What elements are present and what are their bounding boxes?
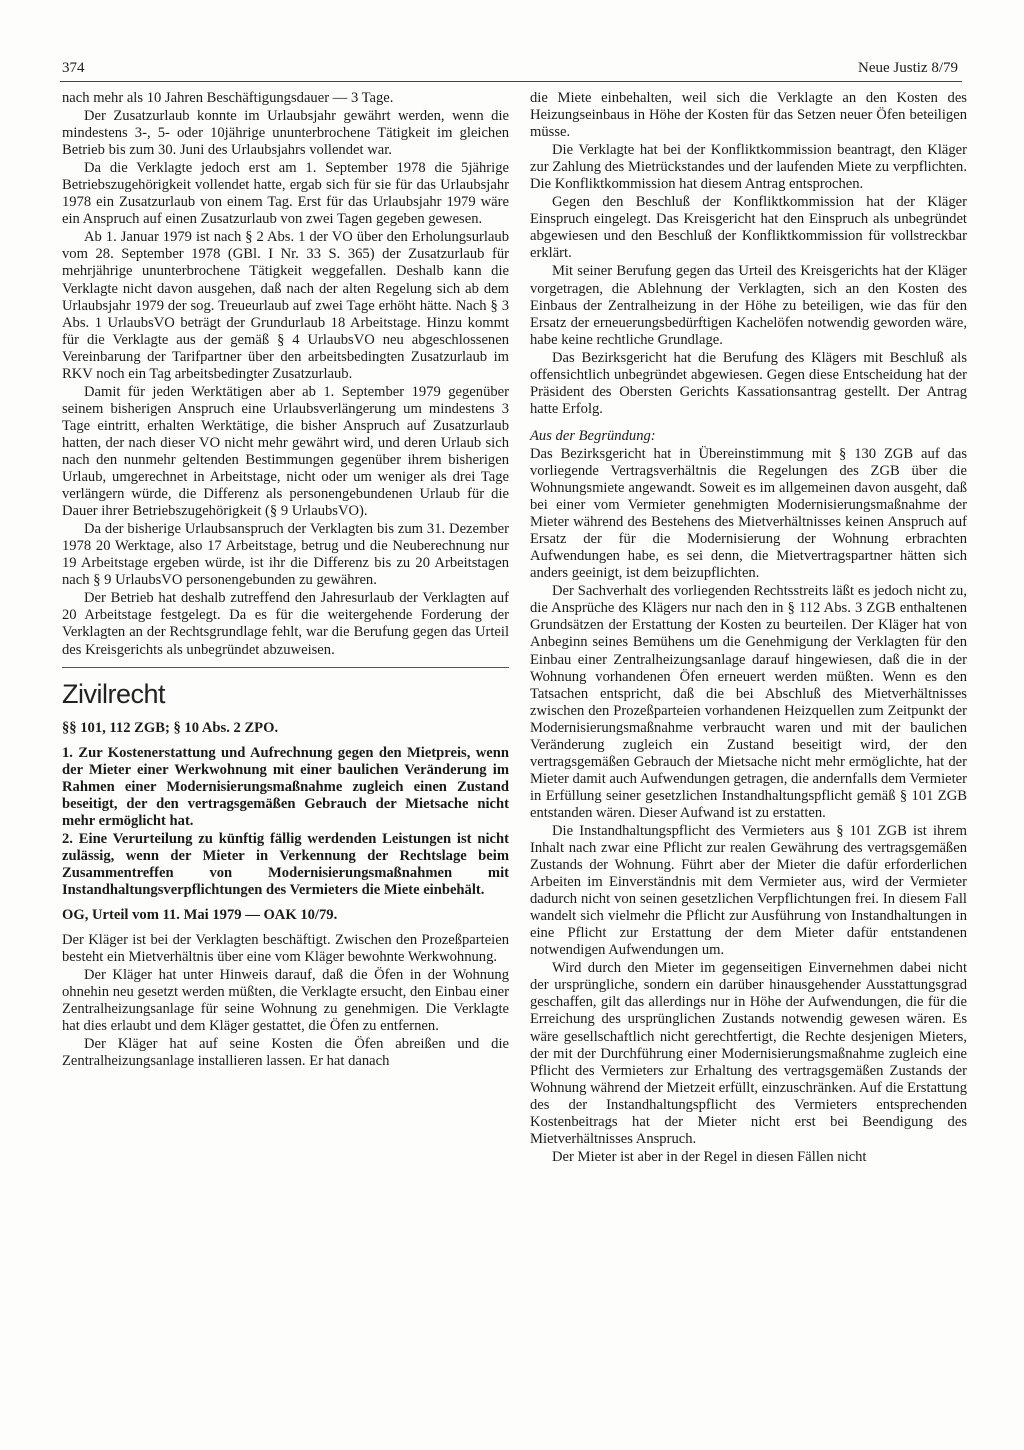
paragraph: die Miete einbehalten, weil sich die Verklagte an den Kosten des Heizungseinbaus in Höhe der Kosten für das Setzen neuer Öfen beteiligen müsse. xyxy=(530,90,967,141)
paragraph: Wird durch den Mieter im gegenseitigen Einvernehmen dabei nicht der ursprüngliche, sondern ein darüber hinausgehender Ausstattungsgrad geschaffen, gilt das allerdings nur in Höhe der Aufwendungen, die für die Erreichung des ursprünglichen Zustands notwendig gewesen wären. Es wäre gesellschaftlich nicht gerechtfertigt, die Rechte desjenigen Mieters, der mit der Durchführung einer Modernisierungsmaßnahme zugleich eine Pflicht des Vermieters zur Erhaltung des vertragsgemäßen Zustands der Wohnung während der Mietzeit erfüllt, einzuschränken. Auf die Erstattung des der Instandhaltungspflicht des Vermieters entsprechenden Kostenbeitrags hat der Mieter nicht erst bei Beendigung des Mietverhältnisses Anspruch. xyxy=(530,960,967,1147)
paragraph: Da die Verklagte jedoch erst am 1. September 1978 die 5jährige Betriebszugehörigkeit vollendet hatte, ergab sich für sie für das Urlaubsjahr 1978 ein Zusatzurlaub von einem Tag. Erst für das Urlaubsjahr 1979 wäre ein Anspruch auf einen Zusatzurlaub von zwei Tagen gegeben gewesen. xyxy=(62,160,509,228)
paragraph: nach mehr als 10 Jahren Beschäftigungsdauer — 3 Tage. xyxy=(62,90,394,106)
page-number: 374 xyxy=(62,60,85,76)
paragraph: Der Zusatzurlaub konnte im Urlaubsjahr gewährt werden, wenn die mindestens 3-, 5- oder 10jährige ununterbrochene Tätigkeit im gleichen Betrieb bis zum 30. Juni des Urlaubsjahrs vollendet war. xyxy=(62,108,509,159)
paragraph: Da der bisherige Urlaubsanspruch der Verklagten bis zum 31. Dezember 1978 20 Werktage, also 17 Arbeitstage, betrug und die Neuberechnung nur 19 Arbeitstage ergeben würde, ist ihr die Differenz bis zu 20 Arbeitstagen nach § 9 UrlaubsVO personengebunden zu gewähren. xyxy=(62,521,509,589)
paragraph: Der Sachverhalt des vorliegenden Rechtsstreits läßt es jedoch nicht zu, die Ansprüche des Klägers nur nach den in § 112 Abs. 3 ZGB enthaltenen Grundsätzen der Erstattung der Kosten zu beurteilen. Der Kläger hat von Anbeginn seines Bemühens um die Genehmigung der Verklagten für den Einbau einer Zentralheizungsanlage darauf hingewiesen, daß die in der Wohnung vorhandenen Öfen erneuert werden müßten. Wenn es den Tatsachen entspricht, daß die bei Abschluß des Mietverhältnisses zwischen den Prozeßparteien vorhandenen Heizquellen zum Zeitpunkt der Modernisierungsmaßnahme verbraucht waren und mit der baulichen Veränderung zugleich ein Zustand beseitigt wird, der den vertragsgemäßen Gebrauch der Mietsache nicht mehr ermöglichte, hat der Mieter damit auch Aufwendungen getragen, die andernfalls dem Vermieter in Erfüllung seiner gesetzlichen Instandhaltungspflicht gemäß § 101 ZGB entstanden wären. Dieser Aufwand ist zu erstatten. xyxy=(530,583,967,821)
paragraph: Das Bezirksgericht hat die Berufung des Klägers mit Beschluß als offensichtlich unbegründet abgewiesen. Gegen diese Entscheidung hat der Präsident des Obersten Gerichts Kassationsantrag gestellt. Der Antrag hatte Erfolg. xyxy=(530,349,967,417)
section-title: Zivilrecht xyxy=(62,678,166,709)
paragraph: Ab 1. Januar 1979 ist nach § 2 Abs. 1 der VO über den Erholungsurlaub vom 28. September 1978 (GBl. I Nr. 33 S. 365) der Zusatzurlaub für mehrjährige ununterbrochene Tätigkeit weggefallen. Deshalb kann die Verklagte nicht davon ausgehen, daß nach der alten Regelung sich ab dem Urlaubsjahr 1979 der sog. Treueurlaub auf zwei Tage erhöht hätte. Nach § 3 Abs. 1 UrlaubsVO beträgt der Grundurlaub 18 Arbeitstage. Hinzu kommt für die Verklagte aus der gemäß § 4 UrlaubsVO neu abgeschlossenen Vereinbarung der Tarifpartner über den arbeitsbedingten Zusatzurlaub im RKV noch ein Tag arbeitsbedingter Zusatzurlaub. xyxy=(62,229,509,382)
paragraph: Das Bezirksgericht hat in Übereinstimmung mit § 130 ZGB auf das vorliegende Vertragsverhältnis die Regelungen des ZGB über die Wohnungsmiete angewandt. Soweit es im allgemeinen davon ausgeht, daß bei einer vom Vermieter genehmigten Modernisierungsmaßnahme der Mieter während des Bestehens des Mietverhältnisses keinen Anspruch auf Ersatz der für die Modernisierung der Wohnung erbrachten Aufwendungen habe, es sei denn, die Mietvertragspartner hätten sich anders geeinigt, ist dem beizupflichten. xyxy=(530,445,967,582)
headnote-1: 1. Zur Kostenerstattung und Aufrechnung gegen den Mietpreis, wenn der Mieter einer Werkwohnung mit einer baulichen Veränderung im Rahmen einer Modernisierungsmaßnahme zugleich einen Zustand beseitigt, der den vertragsgemäßen Gebrauch der Mietsache nicht mehr ermöglicht hat. xyxy=(62,744,509,829)
right-column xyxy=(530,90,967,1166)
paragraph: Mit seiner Berufung gegen das Urteil des Kreisgerichts hat der Kläger vorgetragen, die Ablehnung der Verklagten, sich an den Kosten des Einbaus der Zentralheizung in der Höhe zu beteiligen, wie das für den Ersatz der erneuerungsbedürftigen Kachelöfen notwendig geworden wäre, habe keine rechtliche Grundlage. xyxy=(530,263,967,348)
paragraph: Die Instandhaltungspflicht des Vermieters aus § 101 ZGB ist ihrem Inhalt nach zwar eine Pflicht zur realen Gewährung des vertragsgemäßen Zustands der Wohnung. Führt aber der Mieter die dafür erforderlichen Arbeiten im Einverständnis mit dem Vermieter aus, wird der Vermieter dadurch nicht von seinen gesetzlichen Verpflichtungen frei. In diesem Fall wandelt sich vielmehr die Pflicht zur Ausführung von Instandhaltungen in eine Pflicht zur Erstattung der dem Mieter dafür entstandenen notwendigen Aufwendungen um. xyxy=(530,822,967,959)
paragraph: Der Kläger hat unter Hinweis darauf, daß die Öfen in der Wohnung ohnehin neu gesetzt werden müßten, die Verklagte ersucht, den Einbau einer Zentralheizungsanlage für seine Wohnung zu genehmigen. Die Verklagte hat dies erlaubt und dem Kläger gestattet, die Öfen zu entfernen. xyxy=(62,967,509,1035)
court-citation: OG, Urteil vom 11. Mai 1979 — OAK 10/79. xyxy=(62,907,338,924)
journal-issue: Neue Justiz 8/79 xyxy=(858,60,958,76)
paragraph: Der Kläger ist bei der Verklagten beschäftigt. Zwischen den Prozeßparteien besteht ein Mietverhältnis über eine vom Kläger bewohnte Werkwohnung. xyxy=(62,932,509,966)
paragraph: Gegen den Beschluß der Konfliktkommission hat der Kläger Einspruch eingelegt. Das Kreisgericht hat den Einspruch als unbegründet abgewiesen und den Beschluß der Konfliktkommission für vollstreckbar erklärt. xyxy=(530,194,967,262)
subheading: Aus der Begründung: xyxy=(530,427,656,444)
headnote-2: 2. Eine Verurteilung zu künftig fällig werdenden Leistungen ist nicht zulässig, wenn der Mieter in Verkennung der Rechtslage beim Zusammentreffen von Modernisierungsmaßnahmen mit Instandhaltungsverpflichtungen des Vermieters die Miete einbehält. xyxy=(62,830,509,898)
header-rule xyxy=(60,81,962,82)
legal-norms: §§ 101, 112 ZGB; § 10 Abs. 2 ZPO. xyxy=(62,719,279,736)
paragraph: Die Verklagte hat bei der Konfliktkommission beantragt, den Kläger zur Zahlung des Mietrückstandes und der laufenden Miete zu verpflichten. Die Konfliktkommission hat diesem Antrag entsprochen. xyxy=(530,142,967,193)
paragraph: Der Betrieb hat deshalb zutreffend den Jahresurlaub der Verklagten auf 20 Arbeitstage festgelegt. Da es für die weitergehende Forderung der Verklagten an der Rechtsgrundlage fehlt, war die Berufung gegen das Urteil des Kreisgerichts als unbegründet abzuweisen. xyxy=(62,590,509,658)
paragraph: Der Mieter ist aber in der Regel in diesen Fällen nicht xyxy=(552,1148,867,1165)
section-divider xyxy=(62,667,509,668)
left-column xyxy=(62,90,509,1070)
paragraph: Der Kläger hat auf seine Kosten die Öfen abreißen und die Zentralheizungsanlage installieren lassen. Er hat danach xyxy=(62,1036,509,1070)
paragraph: Damit für jeden Werktätigen aber ab 1. September 1979 gegenüber seinem bisherigen Anspruch eine Urlaubsverlängerung um mindestens 3 Tage eintritt, erhalten Werktätige, die bisher Anspruch auf Zusatzurlaub hatten, der nach dieser VO nicht mehr gewährt wird, und deren Urlaub sich nach den nunmehr geltenden Bestimmungen gegenüber ihrem bisherigen Urlaub, umgerechnet in Arbeitstage, nicht oder um weniger als drei Tage verlängern würde, die Differenz als personengebundenen Urlaub für die Dauer ihrer Betriebszugehörigkeit (§ 9 UrlaubsVO). xyxy=(62,383,509,520)
